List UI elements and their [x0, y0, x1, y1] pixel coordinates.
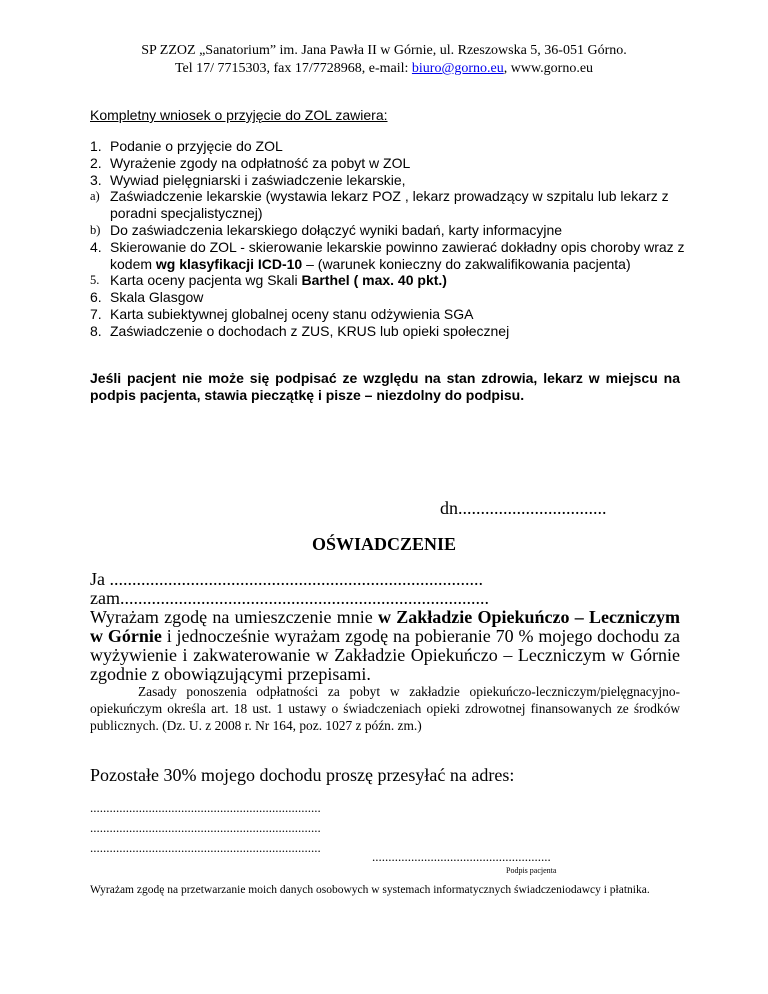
list-item: 2. Wyrażenie zgody na odpłatność za pobyt w ZOL [90, 154, 411, 171]
date-field[interactable]: dn................................. [440, 498, 607, 518]
header-address [0, 42, 768, 78]
declaration-title: OŚWIADCZENIE [311, 534, 457, 554]
list-item: 6. Skala Glasgow [90, 289, 204, 306]
email-link[interactable]: biuro@gorno.eu [411, 61, 504, 76]
list-item: 8. Zaświadczenie o dochodach z ZUS, KRUS lub opieki społecznej [90, 322, 510, 339]
remaining-income-text: Pozostałe 30% mojego dochodu proszę przesyłać na adres: [90, 765, 515, 785]
signature-line[interactable]: ....................................................... [372, 849, 551, 864]
list-item: 7. Karta subiektywnej globalnej oceny stanu odżywienia SGA [90, 305, 474, 322]
list-item: a) Zaświadczenie lekarskie (wystawia lekarz POZ , lekarz prowadzący w szpitalu lub lekarz z poradni specjalistycznej) [90, 188, 669, 222]
signature-label: Podpis pacjenta [506, 866, 557, 875]
header-line-2: Tel 17/ 7715303, fax 17/7728968, e-mail: biuro@gorno.eu, www.gorno.eu [174, 61, 594, 76]
legal-basis: Zasady ponoszenia odpłatności za pobyt w zakładzie opiekuńczo-leczniczym/pielęgnacyjno-opiekuńczym określa art. 18 ust. 1 ustawy o świadczeniach opieki zdrowotnej finansowanych ze środków publicznych. (Dz. U. z 2008 r. Nr 164, poz. 1027 z późn. zm.) [90, 684, 680, 733]
mailing-address-line[interactable]: ....................................................................... [90, 840, 321, 855]
mailing-address-line[interactable]: ....................................................................... [90, 820, 321, 835]
mailing-address-line[interactable]: ....................................................................... [90, 800, 321, 815]
checklist [90, 138, 690, 340]
list-item: 5. Karta oceny pacjenta wg Skali Barthel ( max. 40 pkt.) [90, 272, 447, 289]
consent-text: Wyrażam zgodę na umieszczenie mnie w Zakładzie Opiekuńczo – Leczniczym w Górnie i jednocześnie wyrażam zgodę na pobieranie 70 % mojego dochodu za wyżywienie i zakwaterowanie w Zakładzie Opiekuńczo – Leczniczym w Górnie zgodnie z obowiązującymi przepisami. [90, 607, 680, 684]
list-item: b) Do zaświadczenia lekarskiego dołączyć wyniki badań, karty informacyjne [90, 221, 563, 238]
list-item: 4. Skierowanie do ZOL - skierowanie lekarskie powinno zawierać dokładny opis choroby wraz z kodem wg klasyfikacji ICD-10 – (warunek konieczny do zakwalifikowania pacjenta) [90, 238, 685, 272]
list-item: 3. Wywiad pielęgniarski i zaświadczenie lekarskie, [90, 171, 406, 188]
signature-warning: Jeśli pacjent nie może się podpisać ze względu na stan zdrowia, lekarz w miejscu na podpis pacjenta, stawia pieczątkę i pisze – niezdolny do podpisu. [90, 370, 680, 403]
address-field[interactable]: zam.................................................................................. [90, 588, 489, 608]
name-field[interactable]: Ja ................................................................................... [90, 569, 483, 589]
declaration-body [90, 570, 680, 684]
header-line-1: SP ZZOZ „Sanatorium” im. Jana Pawła II w Górnie, ul. Rzeszowska 5, 36-051 Górno. [141, 43, 627, 58]
gdpr-consent: Wyrażam zgodę na przetwarzanie moich danych osobowych w systemach informatycznych świadczeniodawcy i płatnika. [90, 884, 650, 896]
checklist-title: Kompletny wniosek o przyjęcie do ZOL zawiera: [90, 107, 388, 123]
list-item: 1. Podanie o przyjęcie do ZOL [90, 138, 283, 154]
